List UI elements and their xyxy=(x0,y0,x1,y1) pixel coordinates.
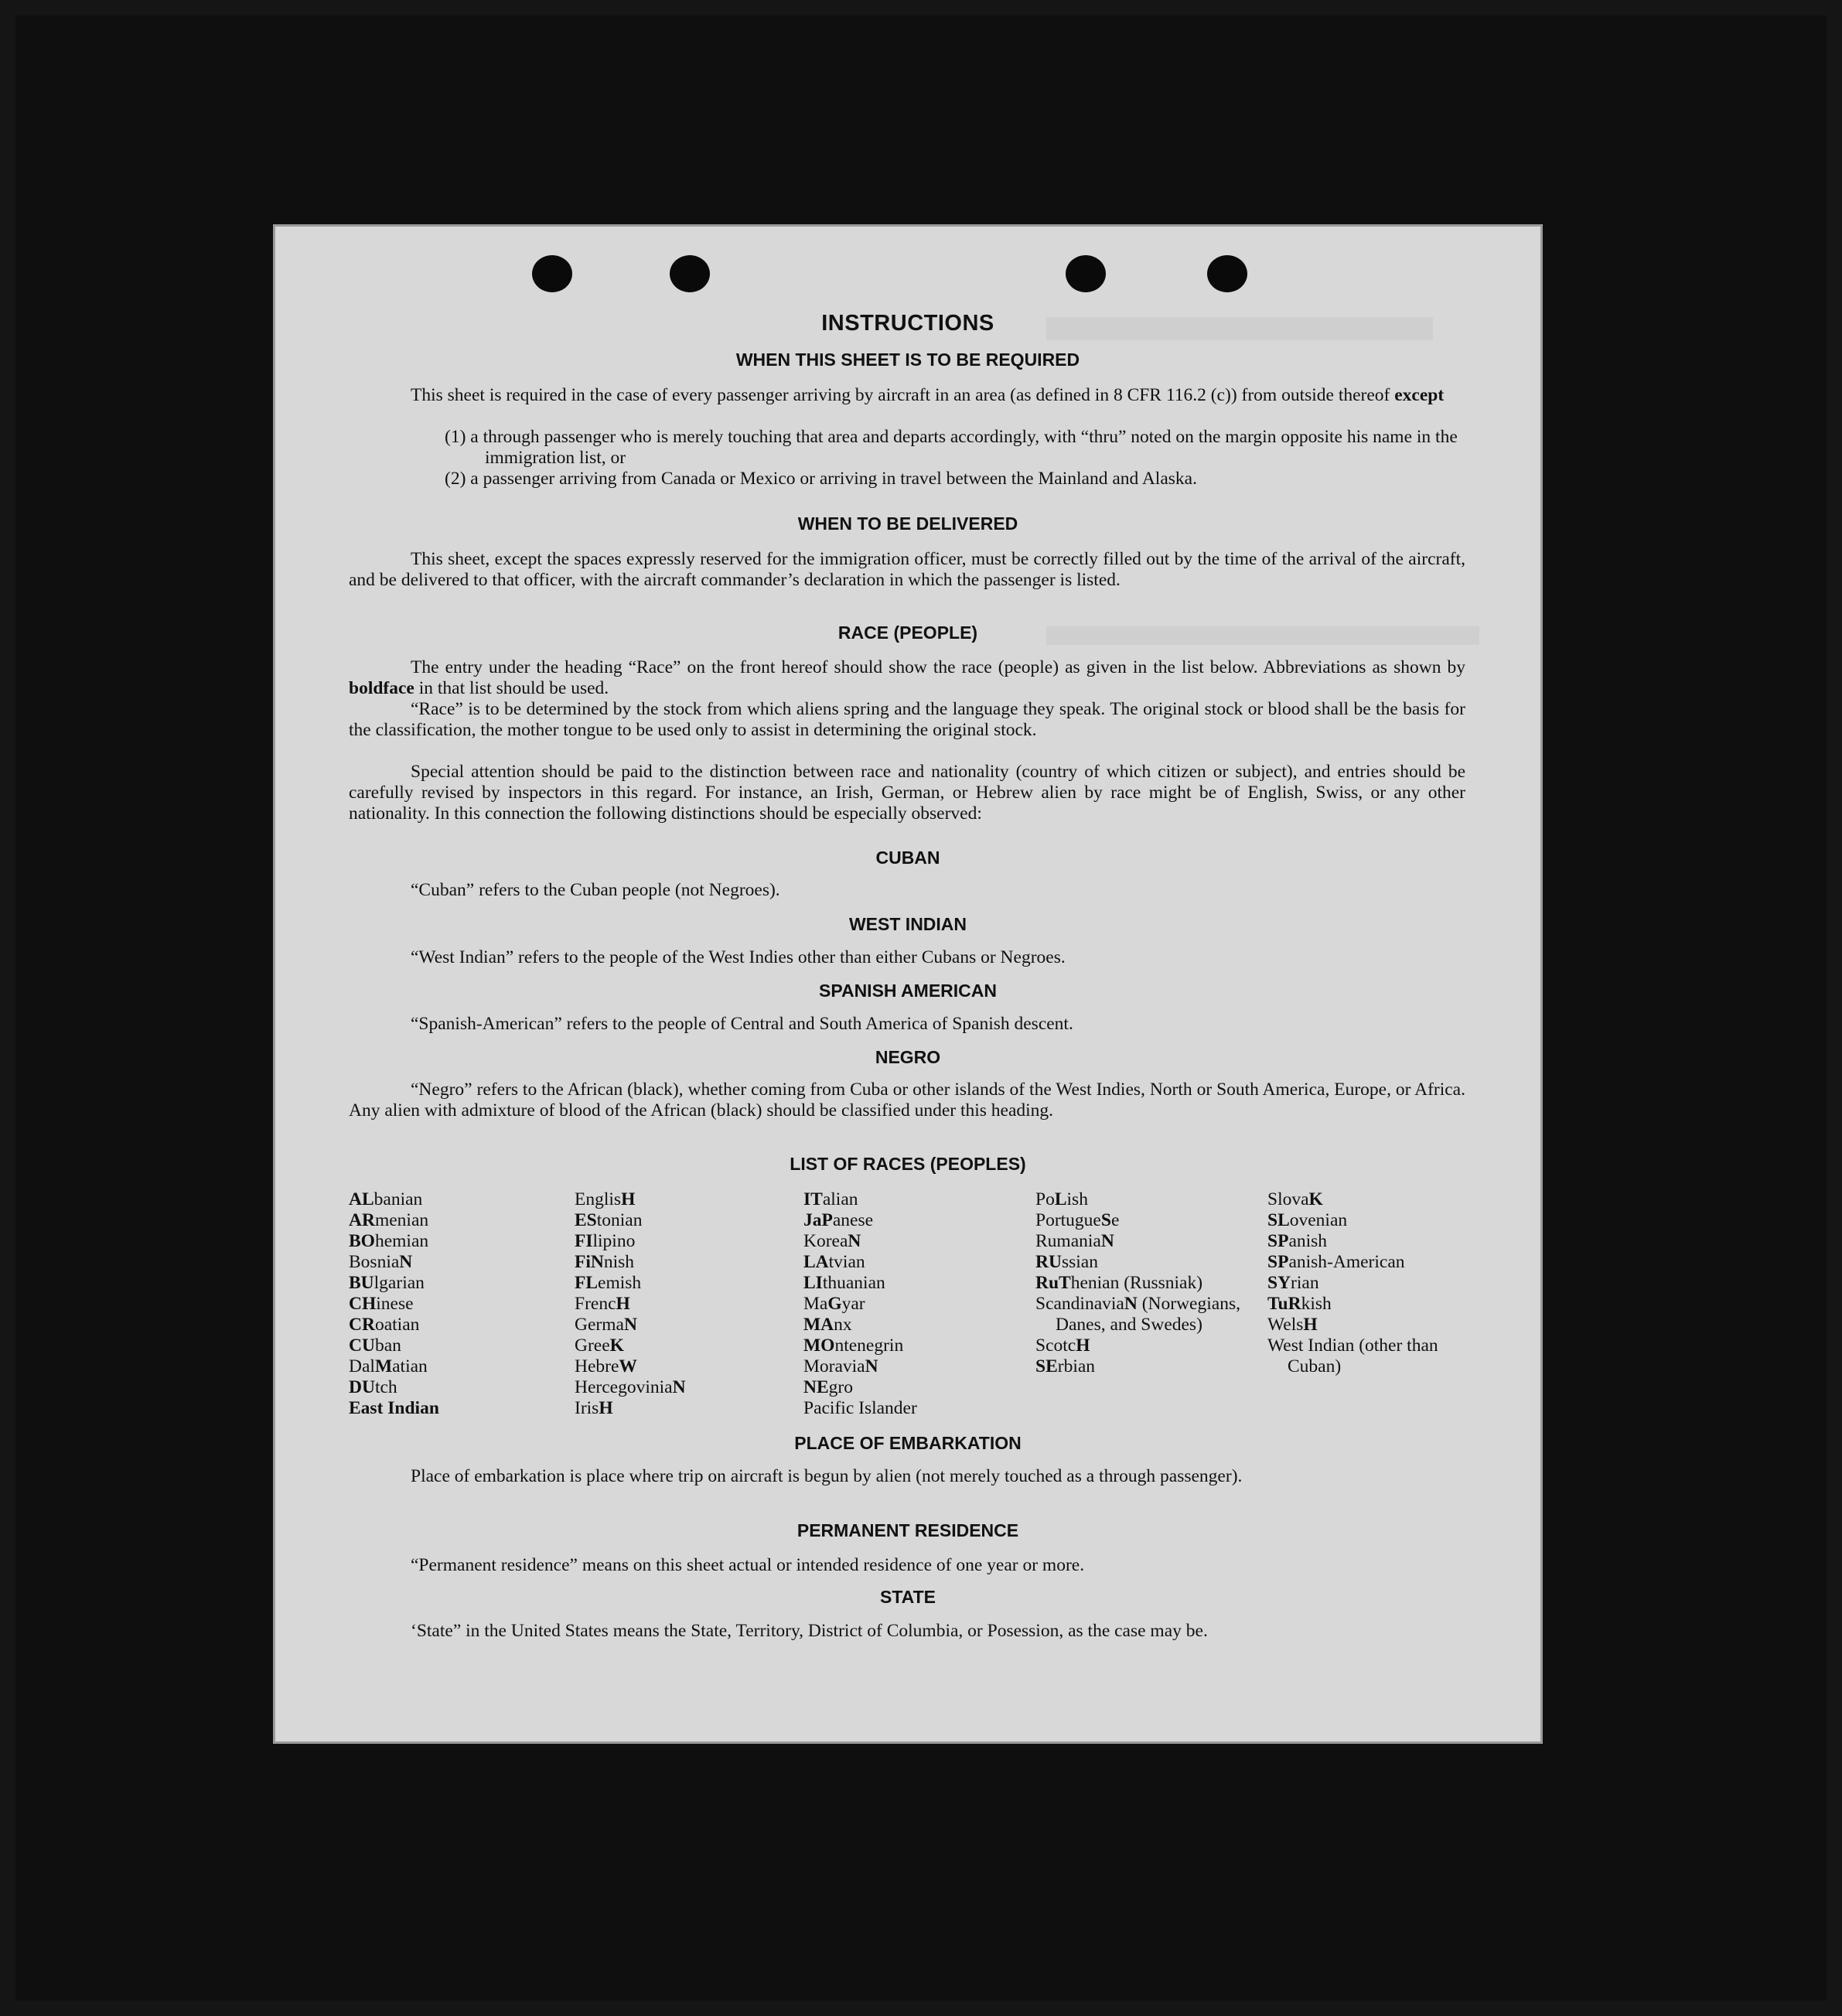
race-abbreviation: IT xyxy=(803,1189,823,1209)
heading-west-indian: WEST INDIAN xyxy=(848,914,967,934)
race-abbreviation: RuT xyxy=(1035,1273,1071,1293)
race-entry xyxy=(803,1398,1028,1419)
race-entry xyxy=(1035,1294,1244,1335)
required-item-2: (2) a passenger arriving from Canada or Mexico or arriving in travel between the Mainland and Alaska. xyxy=(445,469,1197,489)
race-abbreviation: N xyxy=(623,1315,637,1335)
race-abbreviation: FiN xyxy=(575,1252,604,1272)
race-name-part: Ma xyxy=(803,1294,828,1314)
race-name-part: ish xyxy=(1066,1189,1088,1209)
punch-hole xyxy=(670,255,710,292)
race-name-part: Dal xyxy=(349,1356,375,1376)
race-entry xyxy=(1267,1231,1468,1252)
race-abbreviation: K xyxy=(1308,1189,1323,1209)
race-name-part: lipino xyxy=(592,1231,636,1251)
punch-hole xyxy=(1207,255,1247,292)
race-name-part: tvian xyxy=(828,1252,865,1272)
section-heading-required: WHEN THIS SHEET IS TO BE REQUIRED xyxy=(735,350,1080,370)
section-heading-delivered: WHEN TO BE DELIVERED xyxy=(797,513,1018,534)
race-entry xyxy=(575,1335,799,1356)
race-entry xyxy=(1035,1189,1244,1210)
required-item-1: (1) a through passenger who is merely touching that area and departs accordingly, with “thru” noted on the margin opposite his name in the immigration list, or xyxy=(445,427,1458,468)
races-column xyxy=(349,1189,565,1419)
race-abbreviation: SE xyxy=(1035,1356,1058,1376)
race-entry xyxy=(1267,1294,1468,1315)
race-entry xyxy=(1267,1210,1468,1231)
race-entry xyxy=(803,1210,1028,1231)
race-entry xyxy=(575,1231,799,1252)
page-title: INSTRUCTIONS xyxy=(821,311,994,336)
race-entry xyxy=(575,1210,799,1231)
race-name-part: Portugue xyxy=(1035,1210,1101,1230)
race-name-part: ovenian xyxy=(1289,1210,1348,1230)
race-entry xyxy=(803,1315,1028,1335)
race-entry xyxy=(1267,1315,1468,1335)
race-name-part: (Norwegians, Danes, and Swedes) xyxy=(1056,1294,1240,1335)
race-name-part: gro xyxy=(828,1377,853,1397)
race-name-part: rbian xyxy=(1057,1356,1096,1376)
delivered-text: This sheet, except the spaces expressly reserved for the immigration officer, must be correctly filled out by the time of the arrival of the aircraft, and be delivered to that officer, with the aircraft commander’s declaration in which the passenger is listed. xyxy=(349,549,1465,590)
race-name-part: lgarian xyxy=(374,1273,425,1293)
race-abbreviation: L xyxy=(1054,1189,1067,1209)
race-abbreviation: JaP xyxy=(803,1210,833,1230)
race-name-part: nx xyxy=(834,1315,852,1335)
race-name-part: Pacific Islander xyxy=(803,1398,917,1418)
race-abbreviation: N xyxy=(848,1231,861,1251)
section-heading-race: RACE (PEOPLE) xyxy=(837,623,978,643)
race-abbreviation: MO xyxy=(803,1335,835,1356)
race-name-part: West Indian (other than Cuban) xyxy=(1267,1335,1438,1376)
race-name-part: anish xyxy=(1288,1231,1328,1251)
race-entry xyxy=(575,1189,799,1210)
punch-hole xyxy=(1066,255,1106,292)
race-entry xyxy=(1035,1335,1244,1356)
heading-negro: NEGRO xyxy=(875,1047,941,1067)
race-abbreviation: LA xyxy=(803,1252,829,1272)
race-p1-text: The entry under the heading “Race” on the front hereof should show the race (people) as given in the list below. Abbreviations as shown by xyxy=(411,657,1465,677)
race-name-part: ban xyxy=(374,1335,401,1356)
race-name-part: anish-American xyxy=(1288,1252,1405,1272)
race-name-part: anese xyxy=(832,1210,874,1230)
races-column xyxy=(803,1189,1028,1419)
race-abbreviation: NE xyxy=(803,1377,829,1397)
spanish-american-text: “Spanish-American” refers to the people of Central and South America of Spanish descent. xyxy=(411,1014,1073,1034)
race-entry xyxy=(575,1252,799,1273)
race-abbreviation: N xyxy=(399,1252,413,1272)
race-abbreviation: AR xyxy=(349,1210,375,1230)
race-name-part: hemian xyxy=(374,1231,429,1251)
race-entry xyxy=(349,1231,565,1252)
race-abbreviation: N xyxy=(1124,1294,1138,1314)
race-abbreviation: S xyxy=(1100,1210,1111,1230)
race-entry xyxy=(349,1377,565,1398)
race-abbreviation: H xyxy=(1303,1315,1318,1335)
race-entry xyxy=(803,1377,1028,1398)
race-name-part: Bosnia xyxy=(349,1252,400,1272)
races-column xyxy=(1267,1189,1468,1377)
race-paragraph-2: “Race” is to be determined by the stock from which aliens spring and the language they speak. The original stock or blood shall be the basis for the classification, the mother tongue to be used only to assist in determining the original stock. xyxy=(349,699,1465,740)
race-entry xyxy=(575,1377,799,1398)
race-abbreviation: H xyxy=(616,1294,630,1314)
race-paragraph-3: Special attention should be paid to the distinction between race and nationality (country of which citizen or subject), and entries should be carefully revised by inspectors in this regard. For instance, an Irish, German, or Hebrew alien by race might be of English, Swiss, or any other nationality. In this connection the following distinctions should be especially observed: xyxy=(349,762,1465,824)
race-entry xyxy=(1267,1252,1468,1273)
race-abbreviation: RU xyxy=(1035,1252,1062,1272)
race-name-part: Moravia xyxy=(803,1356,865,1376)
west-indian-text: “West Indian” refers to the people of the West Indies other than either Cubans or Negroes. xyxy=(411,947,1066,967)
race-entry xyxy=(803,1231,1028,1252)
race-entry xyxy=(1267,1189,1468,1210)
required-intro xyxy=(349,385,1465,406)
race-entry xyxy=(803,1335,1028,1356)
state-text: ‘State” in the United States means the State, Territory, District of Columbia, or Posession, as the case may be. xyxy=(411,1621,1208,1641)
race-name-part: tch xyxy=(374,1377,397,1397)
residence-text: “Permanent residence” means on this sheet actual or intended residence of one year or more. xyxy=(411,1555,1085,1575)
race-name-part: kish xyxy=(1301,1294,1332,1314)
race-entry xyxy=(349,1210,565,1231)
race-abbreviation: DU xyxy=(349,1377,375,1397)
race-entry xyxy=(349,1335,565,1356)
race-p1-tail: in that list should be used. xyxy=(414,678,609,698)
race-abbreviation: ES xyxy=(575,1210,597,1230)
race-name-part: yar xyxy=(841,1294,865,1314)
race-p1-boldface: boldface xyxy=(349,678,414,698)
race-entry xyxy=(575,1398,799,1419)
race-entry xyxy=(1035,1356,1244,1377)
race-abbreviation: BO xyxy=(349,1231,375,1251)
race-entry xyxy=(803,1294,1028,1315)
race-name-part: Scotc xyxy=(1035,1335,1076,1356)
required-except: except xyxy=(1394,385,1445,405)
race-entry xyxy=(575,1294,799,1315)
races-column xyxy=(1035,1189,1244,1377)
race-abbreviation: H xyxy=(599,1398,613,1418)
race-entry xyxy=(803,1189,1028,1210)
race-abbreviation: M xyxy=(374,1356,393,1376)
race-name-part: ntenegrin xyxy=(834,1335,904,1356)
race-abbreviation: H xyxy=(1076,1335,1090,1356)
race-abbreviation: SP xyxy=(1267,1231,1289,1251)
race-name-part: atian xyxy=(392,1356,428,1376)
race-entry xyxy=(349,1189,565,1210)
race-abbreviation: CH xyxy=(349,1294,377,1314)
race-entry xyxy=(803,1356,1028,1377)
race-abbreviation: TuR xyxy=(1267,1294,1301,1314)
race-name-part: thuanian xyxy=(822,1273,885,1293)
race-entry xyxy=(803,1273,1028,1294)
race-name-part: menian xyxy=(374,1210,429,1230)
race-name-part: Germa xyxy=(575,1315,624,1335)
race-entry xyxy=(575,1356,799,1377)
race-abbreviation: W xyxy=(619,1356,637,1376)
race-name-part: Englis xyxy=(575,1189,622,1209)
race-name-part: rian xyxy=(1291,1273,1319,1293)
race-name-part: Slova xyxy=(1267,1189,1309,1209)
race-entry xyxy=(575,1273,799,1294)
race-name-part: nish xyxy=(603,1252,635,1272)
race-abbreviation: SY xyxy=(1267,1273,1291,1293)
race-name-part: Scandinavia xyxy=(1035,1294,1124,1314)
race-name-part: e xyxy=(1110,1210,1120,1230)
race-name-part: Rumania xyxy=(1035,1231,1101,1251)
race-name-part: inese xyxy=(376,1294,414,1314)
race-entry xyxy=(1035,1273,1244,1294)
race-entry xyxy=(349,1398,565,1419)
document-page xyxy=(273,224,1543,1744)
race-entry xyxy=(1267,1273,1468,1294)
race-abbreviation: H xyxy=(621,1189,636,1209)
race-abbreviation: N xyxy=(865,1356,878,1376)
race-name-part: Hebre xyxy=(575,1356,619,1376)
race-name-part: oatian xyxy=(374,1315,420,1335)
heading-state: STATE xyxy=(880,1587,936,1607)
race-name-part: emish xyxy=(598,1273,642,1293)
race-abbreviation: FL xyxy=(575,1273,599,1293)
punch-hole xyxy=(532,255,572,292)
race-entry xyxy=(1267,1335,1468,1377)
race-abbreviation: K xyxy=(609,1335,624,1356)
race-name-part: Gree xyxy=(575,1335,610,1356)
heading-embarkation: PLACE OF EMBARKATION xyxy=(794,1433,1022,1453)
heading-list-of-races: LIST OF RACES (PEOPLES) xyxy=(790,1154,1026,1174)
cuban-text: “Cuban” refers to the Cuban people (not Negroes). xyxy=(411,880,780,900)
race-abbreviation: CR xyxy=(349,1315,375,1335)
race-name-part: Wels xyxy=(1267,1315,1304,1335)
required-intro-text: This sheet is required in the case of every passenger arriving by aircraft in an area (as defined in 8 CFR 116.2 (c)) from outside thereof xyxy=(411,385,1395,405)
race-name-part: ssian xyxy=(1061,1252,1098,1272)
races-column xyxy=(575,1189,799,1419)
race-abbreviation: BU xyxy=(349,1273,374,1293)
heading-spanish-american: SPANISH AMERICAN xyxy=(818,981,997,1001)
heading-permanent-residence: PERMANENT RESIDENCE xyxy=(796,1520,1019,1540)
race-entry xyxy=(349,1356,565,1377)
race-entry xyxy=(349,1294,565,1315)
race-abbreviation: SP xyxy=(1267,1252,1289,1272)
race-paragraph-1 xyxy=(349,657,1465,699)
race-name-part: alian xyxy=(822,1189,858,1209)
race-name-part: banian xyxy=(374,1189,423,1209)
race-name-part: Korea xyxy=(803,1231,848,1251)
race-name-part: Po xyxy=(1035,1189,1055,1209)
race-entry xyxy=(803,1252,1028,1273)
race-abbreviation: CU xyxy=(349,1335,375,1356)
race-entry xyxy=(575,1315,799,1335)
race-abbreviation: MA xyxy=(803,1315,834,1335)
race-name-part: Hercegovinia xyxy=(575,1377,673,1397)
negro-text: “Negro” refers to the African (black), whether coming from Cuba or other islands of the West Indies, North or South America, Europe, or Africa. Any alien with admixture of blood of the African (black) should be classified under this heading. xyxy=(349,1080,1465,1121)
race-abbreviation: N xyxy=(1100,1231,1114,1251)
race-abbreviation: LI xyxy=(803,1273,823,1293)
race-abbreviation: AL xyxy=(349,1189,374,1209)
race-abbreviation: N xyxy=(672,1377,686,1397)
race-name-part: henian (Russniak) xyxy=(1070,1273,1203,1293)
race-name-part: Frenc xyxy=(575,1294,616,1314)
race-entry xyxy=(349,1252,565,1273)
race-name-part: Iris xyxy=(575,1398,599,1418)
race-abbreviation: SL xyxy=(1267,1210,1290,1230)
embarkation-text: Place of embarkation is place where trip on aircraft is begun by alien (not merely touched as a through passenger). xyxy=(411,1466,1243,1486)
race-entry xyxy=(1035,1252,1244,1273)
race-abbreviation: East Indian xyxy=(349,1398,439,1418)
race-entry xyxy=(1035,1231,1244,1252)
race-abbreviation: FI xyxy=(575,1231,593,1251)
race-entry xyxy=(349,1273,565,1294)
race-abbreviation: G xyxy=(827,1294,842,1314)
race-name-part: tonian xyxy=(596,1210,643,1230)
heading-cuban: CUBAN xyxy=(875,848,940,868)
race-entry xyxy=(349,1315,565,1335)
race-entry xyxy=(1035,1210,1244,1231)
